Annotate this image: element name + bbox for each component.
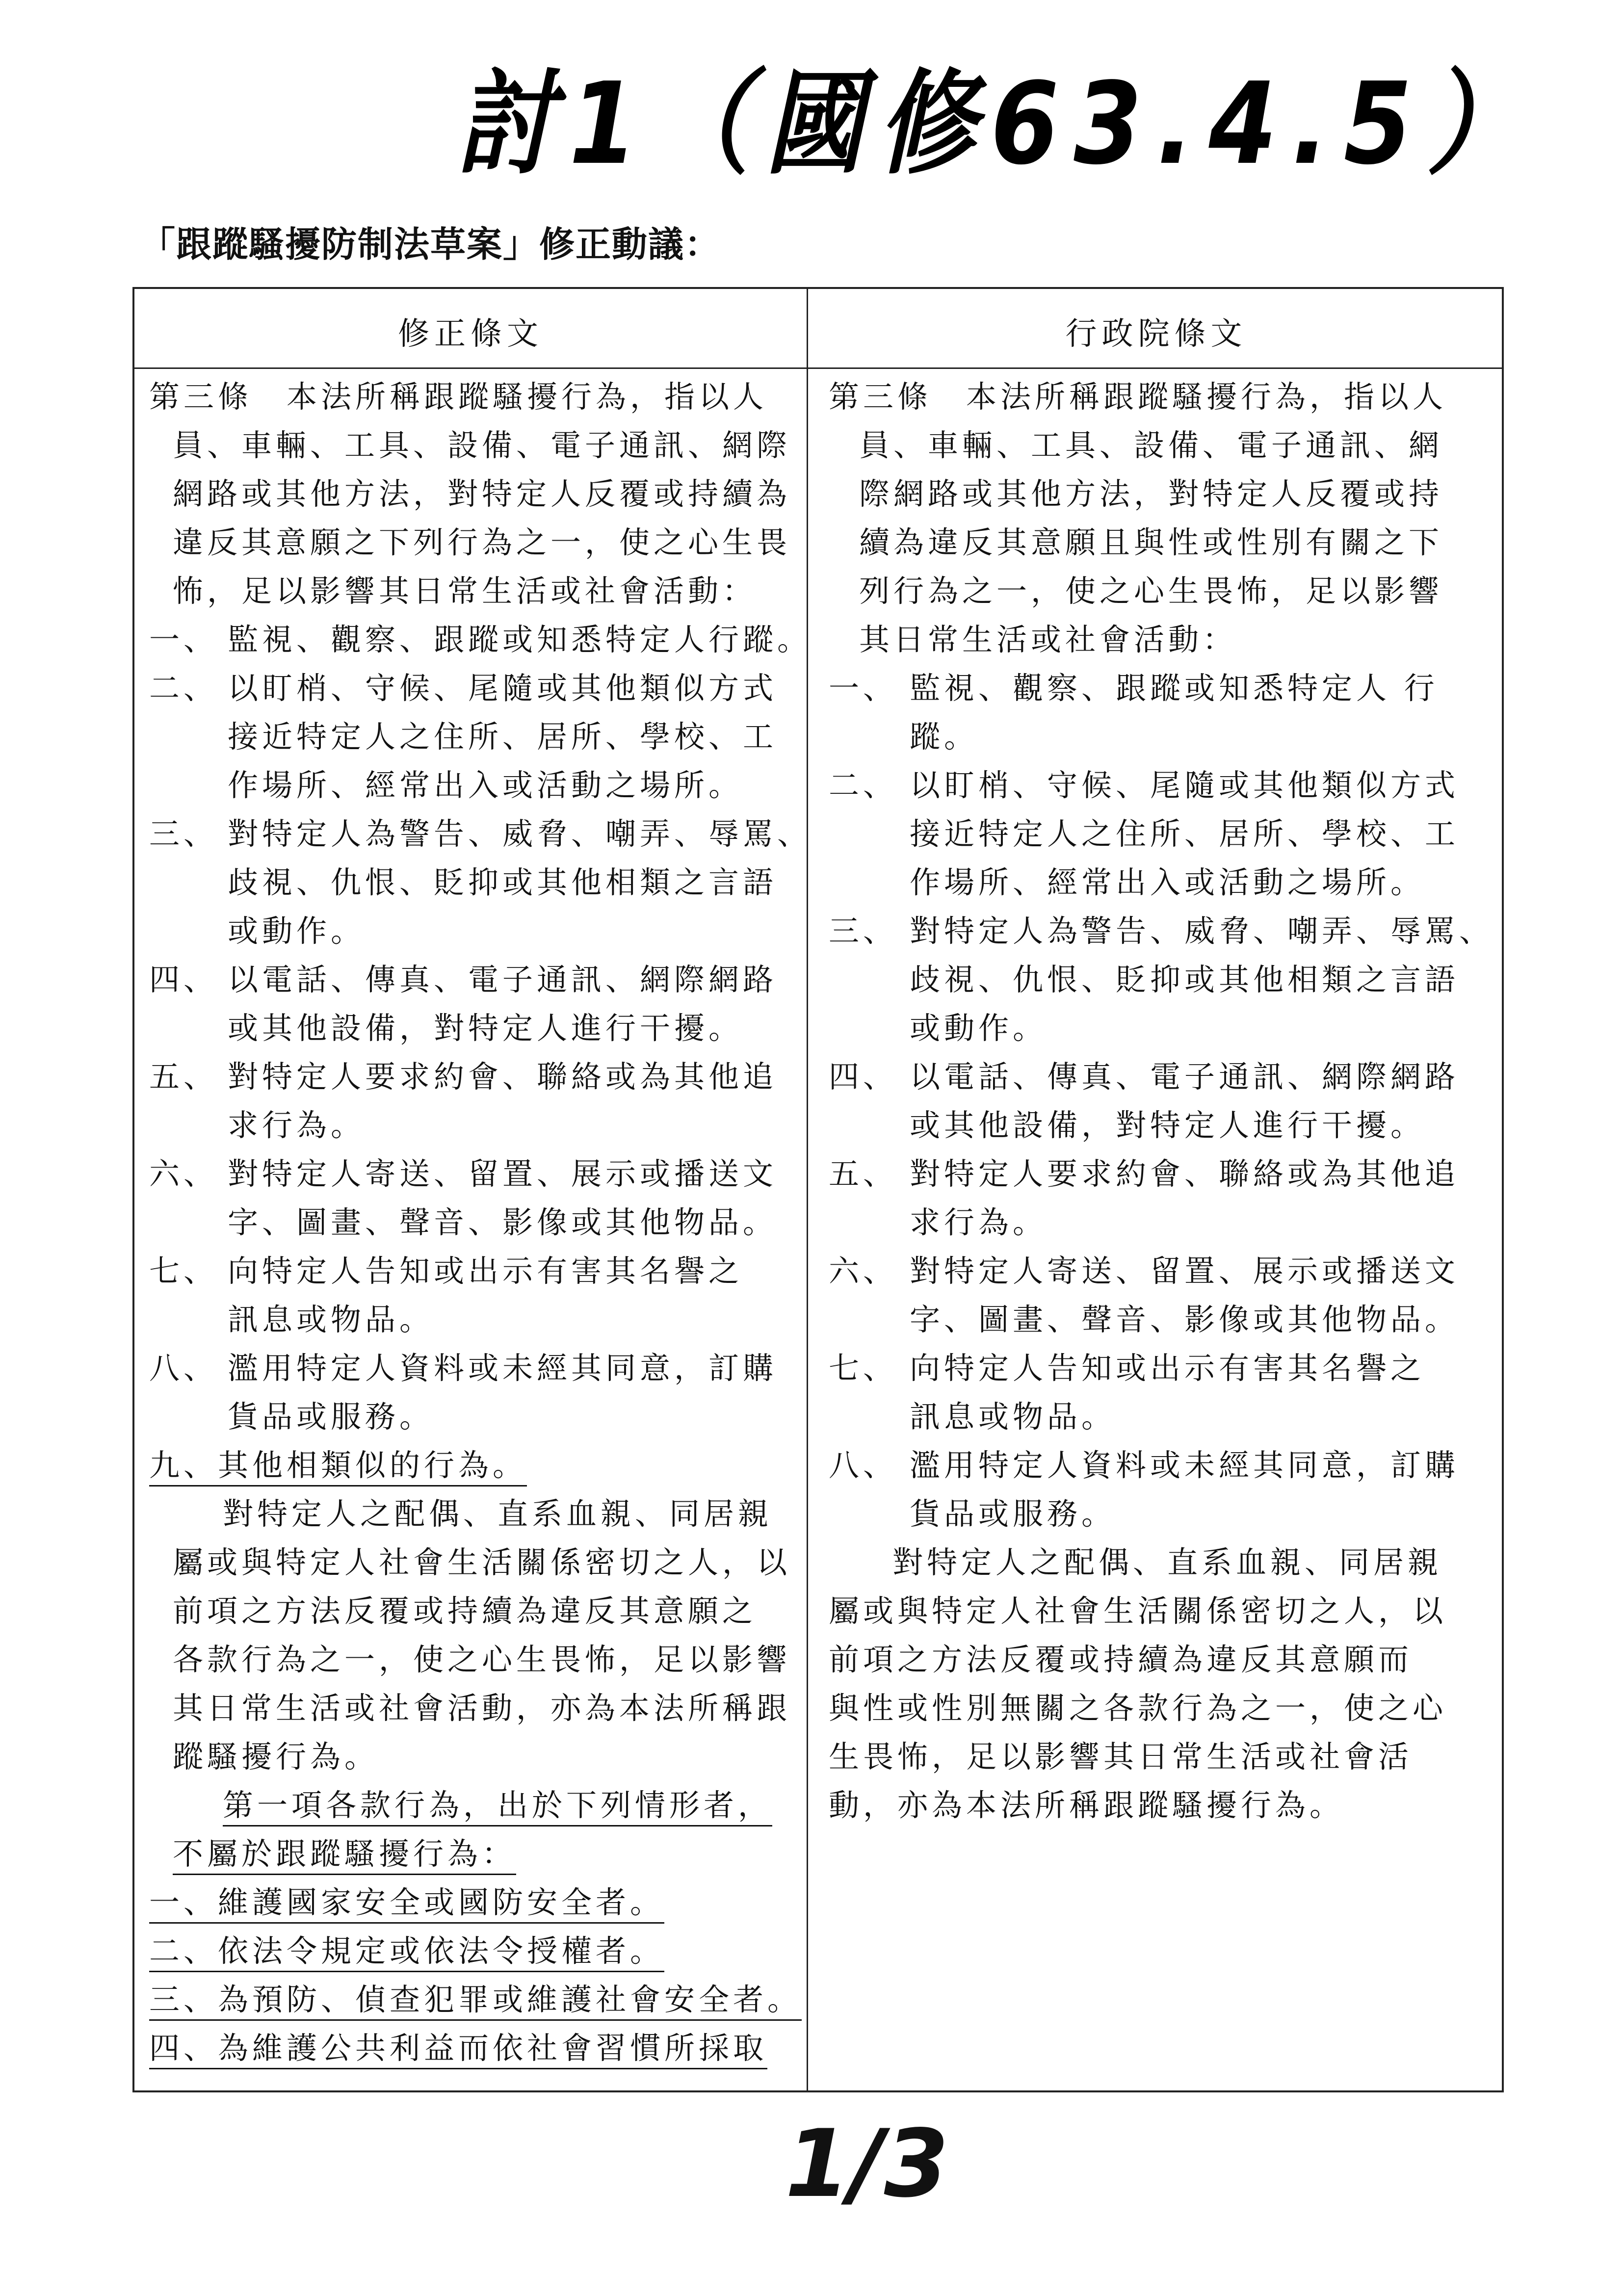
line-text: 三、為預防、偵查犯罪或維護社會安全者。 — [149, 1982, 802, 2021]
line-text: 屬或與特定人社會生活關係密切之人，以 — [173, 1544, 791, 1580]
line-text: 前項之方法反覆或持續為違反其意願之 — [173, 1593, 757, 1629]
line-text: 以電話、傳真、電子通訊、網際網路 — [228, 962, 778, 997]
amended-text-column — [149, 372, 812, 2072]
line-text: 濫用特定人資料或未經其同意，訂購 — [228, 1350, 778, 1386]
line-text: 監視、觀察、跟蹤或知悉特定人 行 — [910, 670, 1439, 706]
line-text: 對特定人為警告、威脅、嘲弄、辱罵、 — [228, 816, 812, 852]
line-text: 對特定人為警告、威脅、嘲弄、辱罵、 — [910, 913, 1494, 949]
line-text: 以盯梢、守候、尾隨或其他類似方式 — [910, 767, 1460, 803]
line-text: 際網路或其他方法，對特定人反覆或持 — [859, 476, 1443, 512]
column-divider — [807, 289, 808, 2090]
line-text: 屬或與特定人社會生活關係密切之人，以 — [829, 1593, 1447, 1629]
line-text: 以盯梢、守候、尾隨或其他類似方式 — [228, 670, 778, 706]
executive-line — [829, 372, 1511, 421]
item-marker: 五、 — [829, 1156, 898, 1192]
header-executive-yuan-text: 行政院條文 — [1065, 316, 1247, 352]
amended-line — [149, 1829, 797, 1878]
executive-line — [829, 1489, 1511, 1538]
line-text: 濫用特定人資料或未經其同意，訂購 — [910, 1447, 1460, 1483]
item-marker: 七、 — [829, 1350, 898, 1386]
line-text: 或動作。 — [910, 1010, 1048, 1046]
line-text: 其日常生活或社會活動，亦為本法所稱跟 — [173, 1690, 791, 1726]
line-text: 生畏怖，足以影響其日常生活或社會活 — [829, 1739, 1413, 1774]
amended-line — [149, 567, 797, 615]
line-text: 貨品或服務。 — [228, 1399, 434, 1435]
executive-line — [829, 1198, 1511, 1247]
executive-line — [829, 858, 1511, 907]
item-marker: 四、 — [829, 1059, 898, 1095]
executive-line — [829, 955, 1511, 1004]
line-text: 作場所、經常出入或活動之場所。 — [910, 864, 1425, 900]
line-text: 求行為。 — [910, 1204, 1048, 1240]
item-marker: 二、 — [829, 767, 898, 803]
executive-line — [829, 1101, 1511, 1149]
line-text: 二、依法令規定或依法令授權者。 — [149, 1933, 664, 1972]
line-text: 或其他設備，對特定人進行干擾。 — [228, 1010, 743, 1046]
amended-line — [149, 1295, 797, 1344]
line-text: 接近特定人之住所、居所、學校、工 — [228, 719, 778, 755]
line-text: 列行為之一，使之心生畏怖，足以影響 — [859, 573, 1443, 609]
line-text: 歧視、仇恨、貶抑或其他相類之言語 — [910, 962, 1460, 997]
line-text: 求行為。 — [228, 1107, 366, 1143]
amended-line — [149, 518, 797, 567]
line-text: 九、其他相類似的行為。 — [149, 1447, 527, 1487]
line-text: 怖，足以影響其日常生活或社會活動： — [173, 573, 757, 609]
executive-line — [829, 1587, 1511, 1635]
executive-line — [829, 1295, 1511, 1344]
line-text: 對特定人之配偶、直系血親、同居親 — [892, 1544, 1442, 1580]
executive-line — [829, 1538, 1511, 1587]
comparison-table — [132, 287, 1504, 2092]
executive-line — [829, 421, 1511, 470]
item-marker: 八、 — [149, 1350, 218, 1386]
item-marker: 二、 — [149, 670, 218, 706]
executive-line — [829, 1684, 1511, 1732]
amended-line — [149, 1344, 797, 1392]
item-marker: 六、 — [829, 1253, 898, 1289]
item-marker: 一、 — [829, 670, 898, 706]
header-amended-text: 修正條文 — [398, 316, 543, 352]
line-text: 歧視、仇恨、貶抑或其他相類之言語 — [228, 864, 778, 900]
amended-line — [149, 761, 797, 809]
amended-line — [149, 907, 797, 955]
executive-line — [829, 809, 1511, 858]
line-text: 違反其意願之下列行為之一，使之心生畏 — [173, 524, 791, 560]
executive-line — [829, 615, 1511, 664]
amended-line — [149, 1878, 797, 1927]
amended-line — [149, 955, 797, 1004]
executive-line — [829, 664, 1511, 712]
line-text: 訊息或物品。 — [228, 1302, 434, 1337]
line-text: 一、維護國家安全或國防安全者。 — [149, 1884, 664, 1924]
item-marker: 七、 — [149, 1253, 218, 1289]
line-text: 員、車輛、工具、設備、電子通訊、網際 — [173, 427, 791, 463]
executive-line — [829, 1247, 1511, 1295]
amended-line — [149, 1052, 797, 1101]
line-text: 字、圖畫、聲音、影像或其他物品。 — [910, 1302, 1460, 1337]
line-text: 貨品或服務。 — [910, 1496, 1116, 1532]
amended-line — [149, 1489, 797, 1538]
line-text: 不屬於跟蹤騷擾行為： — [173, 1836, 516, 1875]
amended-line — [149, 1781, 797, 1829]
item-marker: 三、 — [829, 913, 898, 949]
amended-line — [149, 1101, 797, 1149]
line-text: 員、車輛、工具、設備、電子通訊、網 — [859, 427, 1443, 463]
amended-line — [149, 2024, 797, 2072]
executive-line — [829, 1004, 1511, 1052]
amended-line — [149, 1149, 797, 1198]
amended-line — [149, 470, 797, 518]
line-text: 蹤騷擾行為。 — [173, 1739, 379, 1774]
executive-line — [829, 1344, 1511, 1392]
item-marker: 三、 — [149, 816, 218, 852]
line-text: 與性或性別無關之各款行為之一，使之心 — [829, 1690, 1447, 1726]
item-marker: 六、 — [149, 1156, 218, 1192]
amended-line — [149, 1635, 797, 1684]
item-marker: 一、 — [149, 622, 218, 657]
line-text: 網路或其他方法，對特定人反覆或持續為 — [173, 476, 791, 512]
line-text: 對特定人要求約會、聯絡或為其他追 — [910, 1156, 1460, 1192]
executive-yuan-text-column — [829, 372, 1511, 1829]
amended-line — [149, 1975, 802, 2024]
line-text: 對特定人寄送、留置、展示或播送文 — [910, 1253, 1460, 1289]
executive-line — [829, 761, 1511, 809]
executive-line — [829, 1635, 1511, 1684]
executive-line — [829, 1392, 1511, 1441]
line-text: 其日常生活或社會活動： — [859, 622, 1237, 657]
amended-line — [149, 712, 797, 761]
line-text: 續為違反其意願且與性或性別有關之下 — [859, 524, 1443, 560]
amended-line — [149, 1392, 797, 1441]
amended-line — [149, 421, 797, 470]
amended-line — [149, 1927, 797, 1975]
executive-line — [829, 567, 1511, 615]
amended-line — [149, 809, 812, 858]
line-text: 接近特定人之住所、居所、學校、工 — [910, 816, 1460, 852]
amended-line — [149, 1247, 797, 1295]
amended-line — [149, 1538, 797, 1587]
line-text: 蹤。 — [910, 719, 979, 755]
executive-line — [829, 1149, 1511, 1198]
executive-line — [829, 518, 1511, 567]
line-text: 第一項各款行為，出於下列情形者， — [223, 1787, 772, 1826]
line-text: 以電話、傳真、電子通訊、網際網路 — [910, 1059, 1460, 1095]
amended-line — [149, 615, 812, 664]
line-text: 對特定人之配偶、直系血親、同居親 — [223, 1496, 773, 1532]
amended-line — [149, 1587, 797, 1635]
item-marker: 四、 — [149, 962, 218, 997]
page-number: 1/3 — [785, 2110, 949, 2218]
line-text: 或其他設備，對特定人進行干擾。 — [910, 1107, 1425, 1143]
line-text: 作場所、經常出入或活動之場所。 — [228, 767, 743, 803]
executive-line — [829, 907, 1511, 955]
header-divider — [134, 367, 1502, 369]
executive-line — [829, 1732, 1511, 1781]
line-text: 四、為維護公共利益而依社會習慣所採取 — [149, 2030, 767, 2069]
item-marker: 五、 — [149, 1059, 218, 1095]
line-text: 訊息或物品。 — [910, 1399, 1116, 1435]
executive-line — [829, 1441, 1511, 1489]
executive-line — [829, 712, 1511, 761]
amended-line — [149, 1732, 797, 1781]
line-text: 向特定人告知或出示有害其名譽之 — [228, 1253, 743, 1289]
document-title: 「跟蹤騷擾防制法草案」修正動議： — [140, 223, 721, 265]
amended-line — [149, 1441, 797, 1489]
amended-line — [149, 858, 797, 907]
line-text: 監視、觀察、跟蹤或知悉特定人行蹤。 — [228, 622, 812, 657]
line-text: 動，亦為本法所稱跟蹤騷擾行為。 — [829, 1787, 1344, 1823]
line-text: 第三條 本法所稱跟蹤騷擾行為，指以人 — [829, 379, 1447, 415]
executive-line — [829, 1781, 1511, 1829]
executive-line — [829, 1052, 1511, 1101]
line-text: 對特定人寄送、留置、展示或播送文 — [228, 1156, 778, 1192]
line-text: 前項之方法反覆或持續為違反其意願而 — [829, 1642, 1413, 1677]
line-text: 對特定人要求約會、聯絡或為其他追 — [228, 1059, 778, 1095]
line-text: 各款行為之一，使之心生畏怖，足以影響 — [173, 1642, 791, 1677]
line-text: 第三條 本法所稱跟蹤騷擾行為，指以人 — [149, 379, 768, 415]
line-text: 向特定人告知或出示有害其名譽之 — [910, 1350, 1425, 1386]
handwritten-annotation: 討1（國修63.4.5） — [456, 58, 1540, 190]
line-text: 字、圖畫、聲音、影像或其他物品。 — [228, 1204, 778, 1240]
amended-line — [149, 1684, 797, 1732]
item-marker: 八、 — [829, 1447, 898, 1483]
executive-line — [829, 470, 1511, 518]
amended-line — [149, 372, 797, 421]
line-text: 或動作。 — [228, 913, 366, 949]
amended-line — [149, 1004, 797, 1052]
amended-line — [149, 664, 797, 712]
amended-line — [149, 1198, 797, 1247]
